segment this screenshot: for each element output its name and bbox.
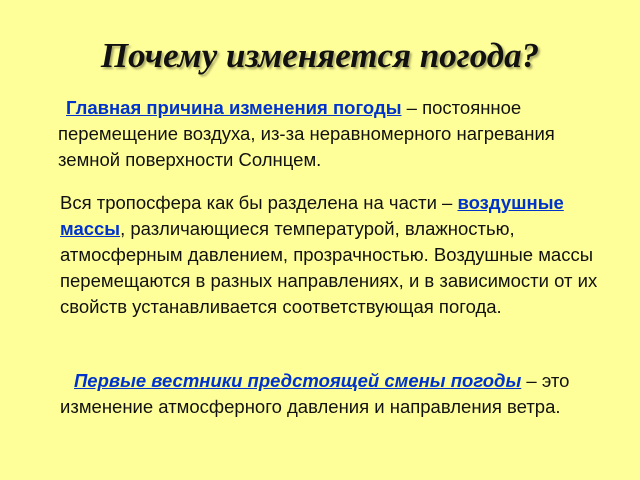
term-weather-signs: Первые вестники предстоящей смены погоды [74,370,522,391]
paragraph-air-masses-text: , различающиеся температурой, влажностью, атмосферным давлением, прозрачностью. Воздушные массы перемещаются в разных направлениях, и в зависимости от их свойств устанавливается соответствующая погода. [60,218,598,317]
slide-title: Почему изменяется погода? [100,36,540,75]
paragraph-air-masses-lead: Вся тропосфера как бы разделена на части – [60,192,458,213]
term-main-cause: Главная причина изменения погоды [66,97,402,118]
paragraph-main-cause [58,95,598,173]
paragraph-main-cause-text: – постоянное перемещение воздуха, из-за неравномерного нагревания земной поверхности Солнцем. [58,97,555,170]
paragraph-weather-signs [60,368,600,420]
paragraph-air-masses [60,190,600,320]
term-air-masses: воздушные массы [60,192,564,239]
paragraph-weather-signs-text: – это изменение атмосферного давления и направления ветра. [60,370,570,417]
